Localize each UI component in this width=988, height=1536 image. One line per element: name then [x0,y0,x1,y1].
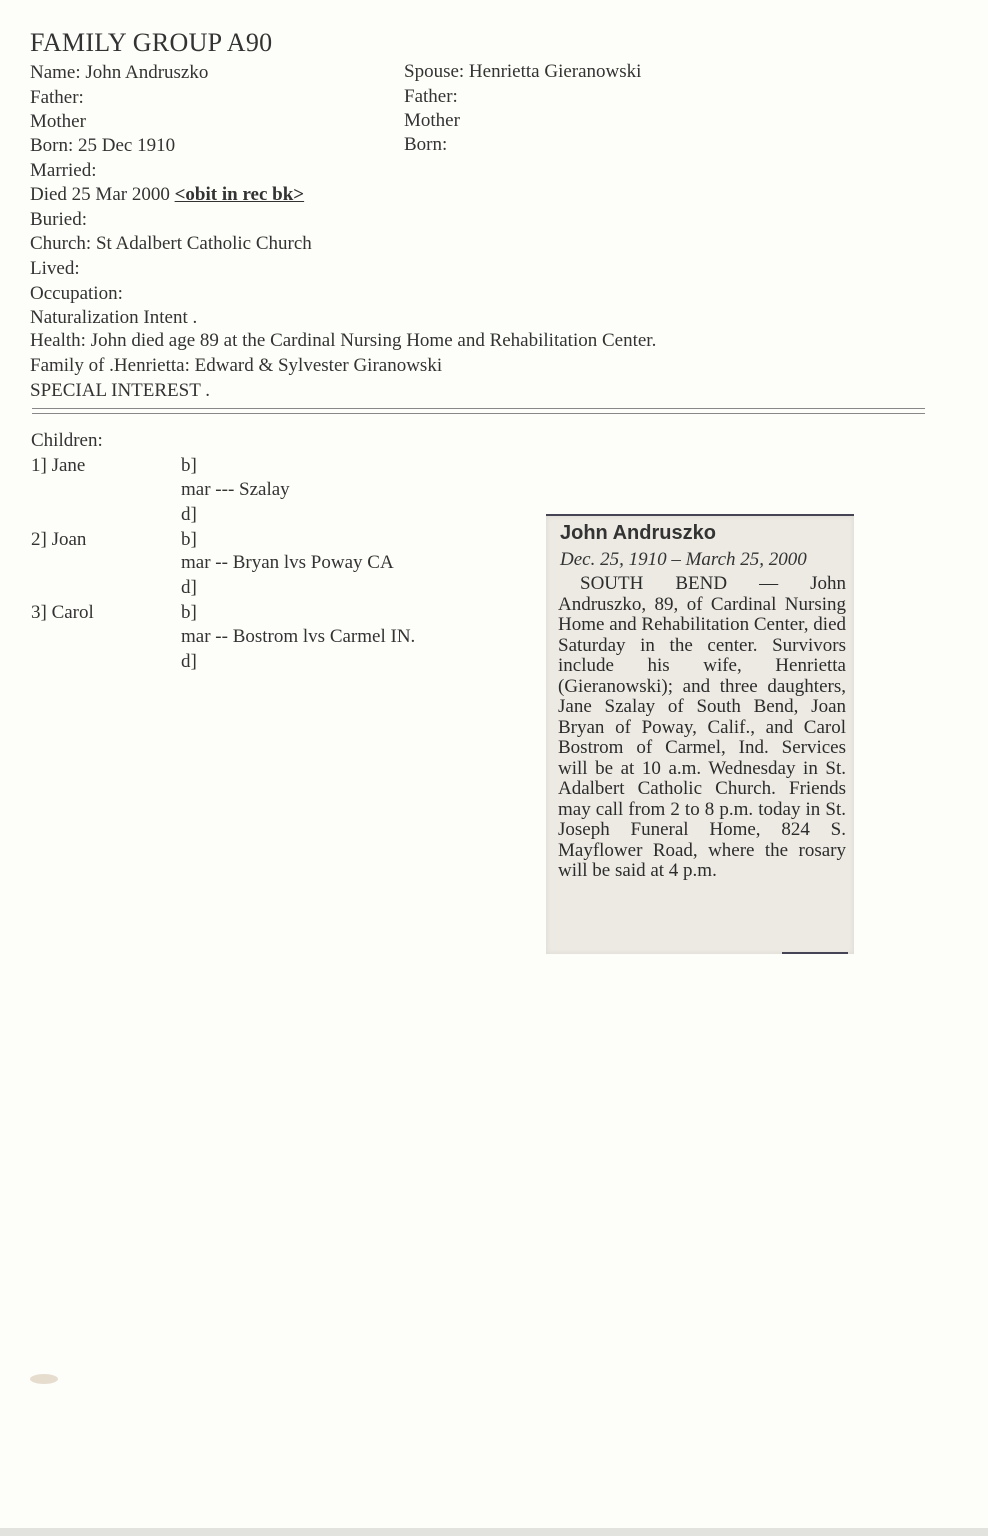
died-text: Died 25 Mar 2000 [30,184,175,205]
child-2-name: 2] Joan [31,529,87,550]
children-label: Children: [31,430,103,451]
child-1-married: mar --- Szalay [181,479,290,500]
obit-link[interactable]: <obit in rec bk> [174,184,305,205]
page-bottom-edge [0,1528,988,1536]
family-of-field: Family of .Henrietta: Edward & Sylvester Giranowski [30,355,443,376]
child-3-married: mar -- Bostrom lvs Carmel IN. [181,626,416,647]
spouse-field: Spouse: Henrietta Gieranowski [404,61,642,82]
child-1-name: 1] Jane [31,455,86,476]
born-field: Born: 25 Dec 1910 [30,135,176,156]
obituary-body: SOUTH BEND — John Andruszko, 89, of Cardinal Nursing Home and Rehabilitation Center, died Saturday in the center. Survivors include his wife, Henrietta (Gieranowski); and three daughters, Jane Szalay of South Bend, Joan Bryan of Poway, Calif., and Carol Bostrom of Carmel, Ind. Services will be at 10 a.m. Wednesday in St. Adalbert Catholic Church. Friends may call from 2 to 8 p.m. today in St. Joseph Funeral Home, 824 S. Mayflower Road, where the rosary will be said at 4 p.m. [558,573,846,881]
child-2-married: mar -- Bryan lvs Poway CA [181,552,394,573]
spouse-mother-field: Mother [404,110,460,131]
child-1-died: d] [181,504,197,525]
buried-field: Buried: [30,209,87,230]
child-2-died: d] [181,577,197,598]
mother-field: Mother [30,111,86,132]
paper-smudge [30,1374,58,1384]
father-field: Father: [30,87,84,108]
child-2-born: b] [181,529,197,550]
spouse-born-field: Born: [404,134,448,155]
obituary-name: John Andruszko [560,522,716,544]
obituary-clipping [546,514,854,954]
health-field: Health: John died age 89 at the Cardinal Nursing Home and Rehabilitation Center. [30,330,657,351]
died-field [30,184,304,206]
child-3-name: 3] Carol [31,602,94,623]
divider-rule [32,408,925,414]
naturalization-field: Naturalization Intent . [30,307,198,328]
child-3-born: b] [181,602,197,623]
married-field: Married: [30,160,97,181]
church-field: Church: St Adalbert Catholic Church [30,233,312,254]
spouse-father-field: Father: [404,86,458,107]
child-3-died: d] [181,651,197,672]
child-1-born: b] [181,455,197,476]
page-title: FAMILY GROUP A90 [30,28,273,57]
clipping-rule [782,952,848,954]
name-field: Name: John Andruszko [30,62,209,83]
special-interest-field: SPECIAL INTEREST . [30,380,210,401]
obituary-dates: Dec. 25, 1910 – March 25, 2000 [560,549,807,570]
lived-field: Lived: [30,258,80,279]
occupation-field: Occupation: [30,283,123,304]
